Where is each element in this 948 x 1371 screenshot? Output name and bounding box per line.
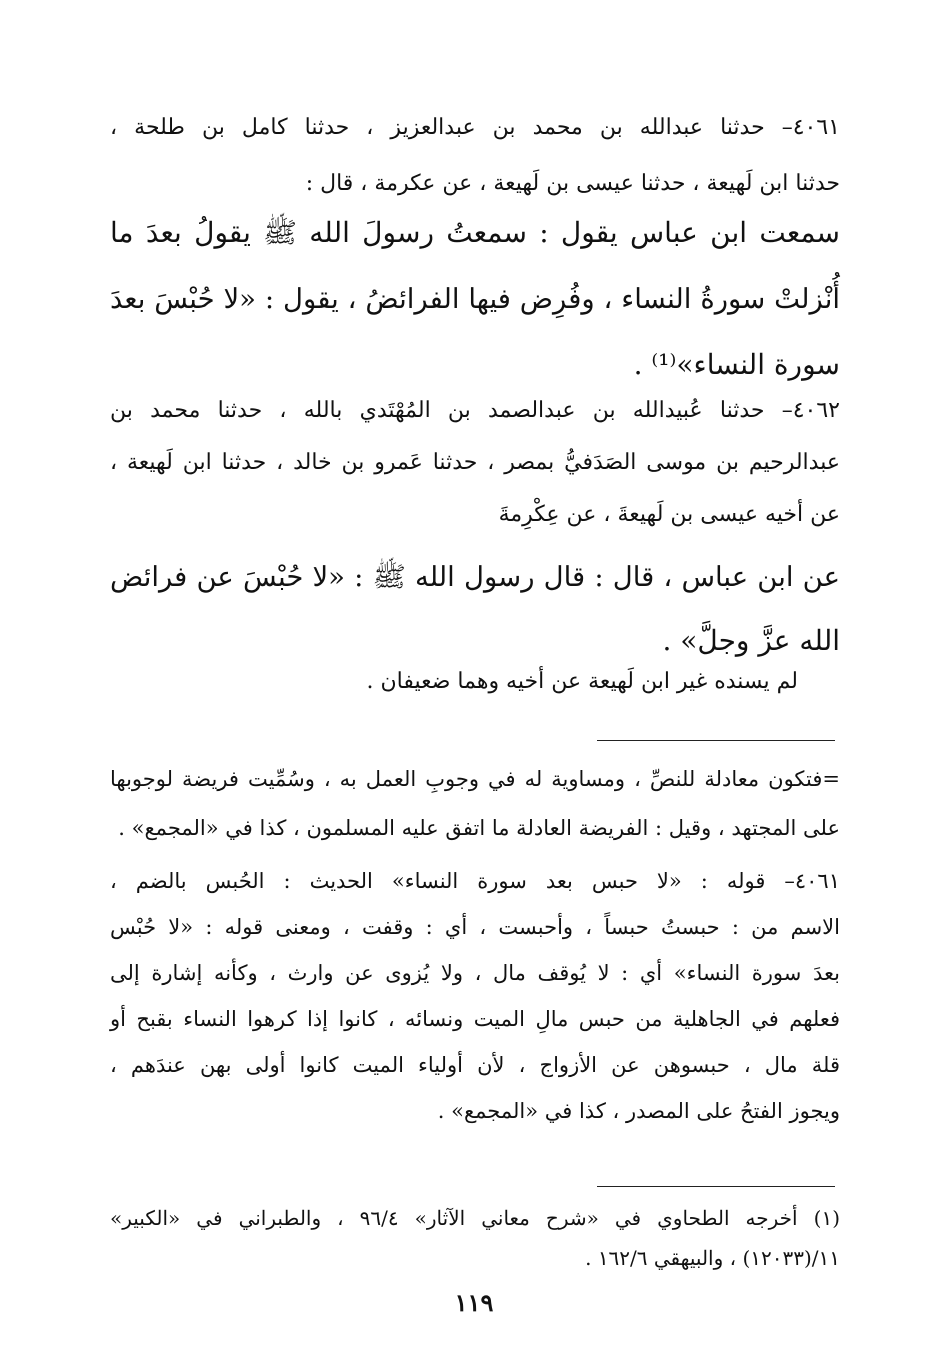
commentary-continuation — [110, 755, 840, 853]
text-line: سمعت ابن عباس يقول : سمعتُ رسولَ الله ﷺ يقولُ بعدَ ما — [110, 216, 840, 249]
footnote-separator — [597, 1186, 835, 1187]
text-line: ٤٠٦١– حدثنا عبدالله بن محمد بن عبدالعزيز ، حدثنا كامل بن طلحة ، — [110, 115, 840, 140]
text-line: =فتكون معادلة للنصِّ ، ومساوية له في وجوبِ العمل به ، وسُمِّيت فريضة لوجوبها — [110, 767, 840, 791]
commentary-note-4061 — [110, 858, 840, 1134]
page-number: ١١٩ — [454, 1288, 494, 1317]
text-line: الاسم من : حبستُ حبساً ، وأحبست ، أي : وقفت ، ومعنى قوله : «لا حُبْس — [110, 915, 840, 939]
text-line: (١) أخرجه الطحاوي في «شرح معاني الآثار» ٩٦/٤ ، والطبراني في «الكبير» — [110, 1206, 840, 1230]
hadith-4061-isnad — [110, 100, 840, 212]
text-line: قلة مال ، حبسوهن عن الأزواج ، لأن أولياء الميت كانوا أولى بهن عندَهم ، — [110, 1053, 840, 1077]
text-line: أُنْزلتْ سورةُ النساء ، وفُرِض فيها الفرائضُ ، يقول : «لا حُبْسَ بعدَ — [110, 283, 840, 315]
hadith-4061-matn — [110, 200, 840, 398]
text-line: ويجوز الفتحُ على المصدر ، كذا في «المجمع» . — [437, 1099, 840, 1123]
text-line: عن ابن عباس ، قال : قال رسول الله ﷺ : «لا حُبْسَ عن فرائض — [110, 561, 840, 593]
hadith-4062-isnad — [110, 385, 840, 541]
text-line: بعدَ سورة النساء» أي : لا يُوقف مال ، ولا يُزوى عن وارث ، وكأنه إشارة إلى — [110, 961, 840, 985]
hadith-4062-matn — [110, 545, 840, 673]
text-line: عبدالرحيم بن موسى الصَدَفيُّ بمصر ، حدثنا عَمرو بن خالد ، حدثنا ابن لَهيعة ، — [110, 450, 840, 475]
text-line: ٤٠٦٢– حدثنا عُبيدالله بن عبدالصمد بن المُهْتَدي بالله ، حدثنا محمد بن — [110, 398, 840, 423]
text-line: الله عزَّ وجلَّ» . — [662, 624, 840, 657]
hadith-4062-remark — [98, 660, 798, 704]
text-line: ١١/(١٢٠٣٣) ، والبيهقي ١٦٢/٦ . — [585, 1246, 840, 1270]
text-line: ٤٠٦١– قوله : «لا حبس بعد سورة النساء» الحديث : الحُبس بالضم ، — [110, 869, 840, 893]
text-line: على المجتهد ، وقيل : الفريضة العادلة ما اتفق عليه المسلمون ، كذا في «المجمع» . — [118, 816, 840, 840]
commentary-separator — [597, 740, 835, 741]
text-line: فعلهم في الجاهلية من حبس مالِ الميت ونسائه ، كانوا إذا كرهوا النساء بقبح أو — [110, 1007, 840, 1031]
footnote — [110, 1198, 840, 1278]
text-line: عن أخيه عيسى بن لَهيعةَ ، عن عِكْرِمةَ — [498, 502, 840, 527]
text-line: لم يسنده غير ابن لَهيعة عن أخيه وهما ضعيفان . — [366, 669, 798, 694]
text-line: سورة النساء»⁽¹⁾ . — [633, 348, 840, 381]
text-line: حدثنا ابن لَهيعة ، حدثنا عيسى بن لَهيعة ، عن عكرمة ، قال : — [305, 171, 840, 196]
